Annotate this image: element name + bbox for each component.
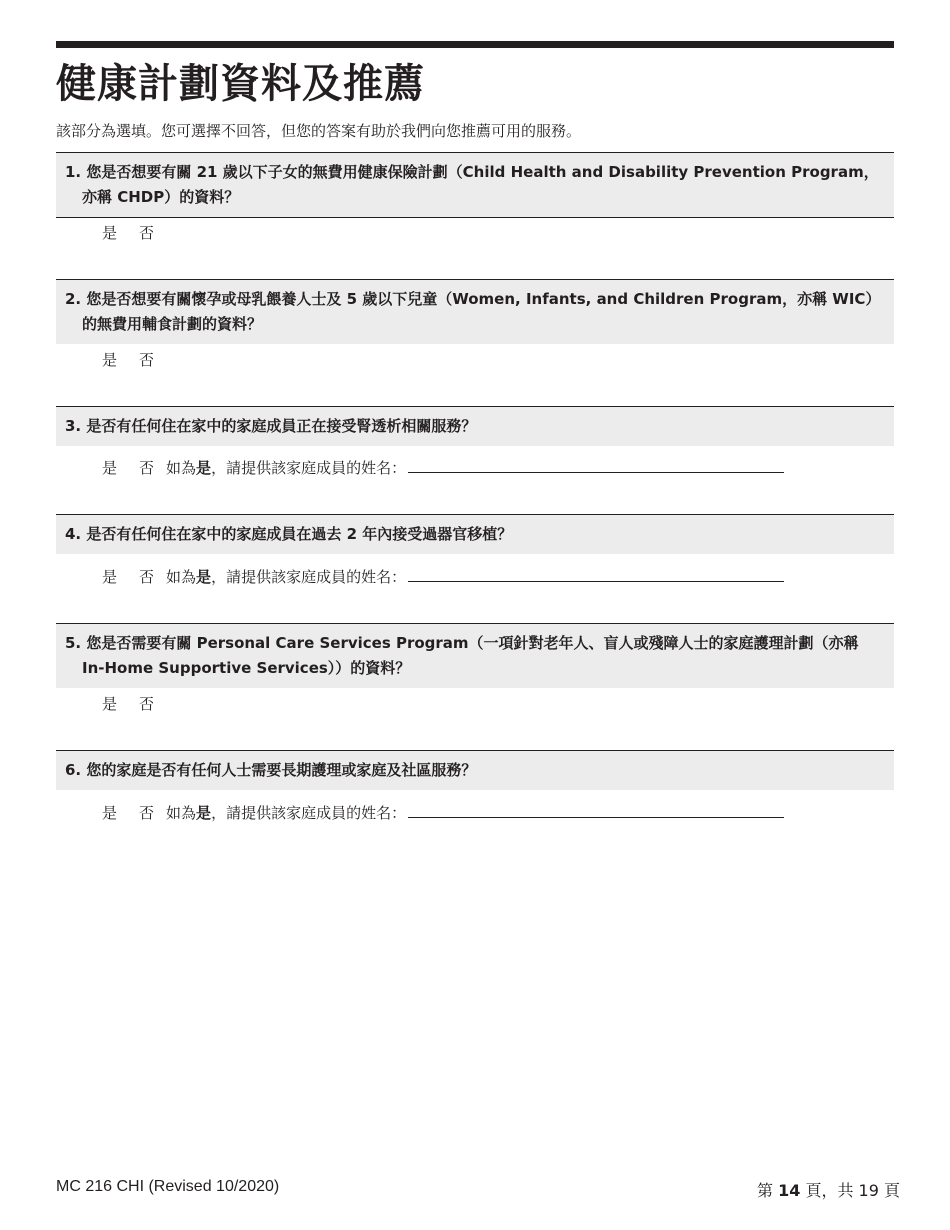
yes-option[interactable]: 是 [102, 804, 118, 822]
intro-text: 該部分為選填。您可選擇不回答，但您的答案有助於我們向您推薦可用的服務。 [56, 122, 582, 140]
yes-option[interactable]: 是 [102, 224, 118, 242]
if-yes-label-suffix: ，請提供該家庭成員的姓名： [211, 568, 407, 586]
question-text: 2. 您是否想要有關懷孕或母乳餵養人士及 5 歲以下兒童（Women, Infants, and Children Program，亦稱 WIC）的無費用輔食計劃的資料？ [56, 280, 894, 344]
current-page: 14 [778, 1181, 801, 1200]
if-yes-label-suffix: ，請提供該家庭成員的姓名： [211, 804, 407, 822]
if-yes-label: 如為 [166, 568, 197, 586]
answer-row-3 [102, 457, 806, 478]
if-yes-label-suffix: ，請提供該家庭成員的姓名： [211, 459, 407, 477]
yes-option[interactable]: 是 [102, 568, 118, 586]
page-title: 健康計劃資料及推薦 [56, 61, 425, 107]
if-yes-bold: 是 [196, 804, 212, 822]
question-text: 3. 是否有任何住在家中的家庭成員正在接受腎透析相關服務？ [56, 407, 894, 446]
page-suffix: 頁，共 19 頁 [800, 1181, 900, 1200]
question-5 [56, 623, 894, 688]
if-yes-bold: 是 [196, 459, 212, 477]
if-yes-bold: 是 [196, 568, 212, 586]
answer-row-6 [102, 802, 806, 823]
no-option[interactable]: 否 [139, 224, 155, 242]
question-1 [56, 152, 894, 218]
question-3 [56, 406, 894, 446]
answer-row-5 [102, 693, 176, 714]
question-2 [56, 279, 894, 344]
if-yes-label: 如為 [166, 804, 197, 822]
name-input-line[interactable] [408, 581, 784, 582]
answer-row-4 [102, 566, 806, 587]
page-prefix: 第 [757, 1181, 779, 1200]
name-input-line[interactable] [408, 817, 784, 818]
yes-option[interactable]: 是 [102, 459, 118, 477]
no-option[interactable]: 否 [139, 459, 155, 477]
header-rule [56, 41, 894, 48]
if-yes-label: 如為 [166, 459, 197, 477]
no-option[interactable]: 否 [139, 804, 155, 822]
no-option[interactable]: 否 [139, 695, 155, 713]
no-option[interactable]: 否 [139, 568, 155, 586]
no-option[interactable]: 否 [139, 351, 155, 369]
question-text: 5. 您是否需要有關 Personal Care Services Program（一項針對老年人、盲人或殘障人士的家庭護理計劃（亦稱 In-Home Supportive Services））的資料？ [56, 624, 894, 688]
page-number [757, 1178, 900, 1201]
question-4 [56, 514, 894, 554]
question-text: 4. 是否有任何住在家中的家庭成員在過去 2 年內接受過器官移植？ [56, 515, 894, 554]
name-input-line[interactable] [408, 472, 784, 473]
yes-option[interactable]: 是 [102, 351, 118, 369]
question-6 [56, 750, 894, 790]
answer-row-1 [102, 222, 176, 243]
question-text: 6. 您的家庭是否有任何人士需要長期護理或家庭及社區服務？ [56, 751, 894, 790]
answer-row-2 [102, 349, 176, 370]
form-id: MC 216 CHI (Revised 10/2020) [56, 1178, 280, 1195]
yes-option[interactable]: 是 [102, 695, 118, 713]
question-text: 1. 您是否想要有關 21 歲以下子女的無費用健康保險計劃（Child Health and Disability Prevention Program，亦稱 CHDP）的資料？ [56, 153, 894, 218]
